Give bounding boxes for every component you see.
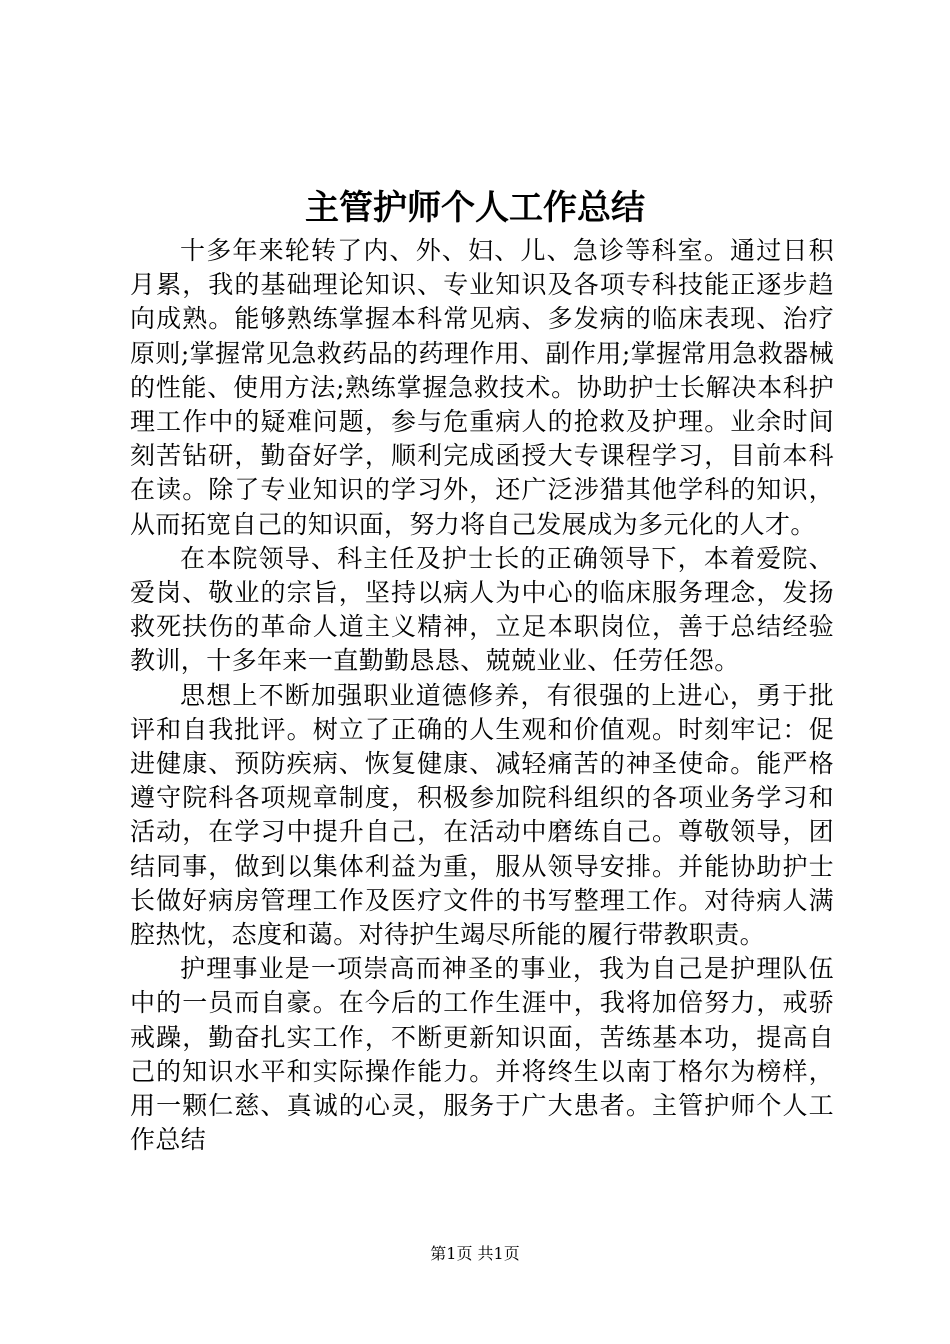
paragraph-2: 在本院领导、科主任及护士长的正确领导下，本着爱院、爱岗、敬业的宗旨，坚持以病人为中心的临床服务理念，发扬救死扶伤的革命人道主义精神，立足本职岗位，善于总结经验教训，十多年来一直勤勤恳恳、兢兢业业、任劳任怨。 bbox=[130, 543, 834, 676]
paragraph-1: 十多年来轮转了内、外、妇、儿、急诊等科室。通过日积月累，我的基础理论知识、专业知识及各项专科技能正逐步趋向成熟。能够熟练掌握本科常见病、多发病的临床表现、治疗原则;掌握常见急救药品的药理作用、副作用;掌握常用急救器械的性能、使用方法;熟练掌握急救技术。协助护士长解决本科护理工作中的疑难问题，参与危重病人的抢救及护理。业余时间刻苦钻研，勤奋好学，顺利完成函授大专课程学习，目前本科在读。除了专业知识的学习外，还广泛涉猎其他学科的知识，从而拓宽自己的知识面，努力将自己发展成为多元化的人才。 bbox=[130, 236, 834, 539]
document-body bbox=[130, 234, 834, 1157]
page-footer: 第1页 共1页 bbox=[430, 1244, 520, 1263]
document-title: 主管护师个人工作总结 bbox=[305, 188, 645, 228]
paragraph-4: 护理事业是一项崇高而神圣的事业，我为自己是护理队伍中的一员而自豪。在今后的工作生涯中，我将加倍努力，戒骄戒躁，勤奋扎实工作，不断更新知识面，苦练基本功，提高自己的知识水平和实际操作能力。并将终生以南丁格尔为榜样，用一颗仁慈、真诚的心灵，服务于广大患者。主管护师个人工作总结 bbox=[130, 954, 834, 1155]
paragraph-3: 思想上不断加强职业道德修养，有很强的上进心，勇于批评和自我批评。树立了正确的人生观和价值观。时刻牢记：促进健康、预防疾病、恢复健康、减轻痛苦的神圣使命。能严格遵守院科各项规章制度，积极参加院科组织的各项业务学习和活动，在学习中提升自己，在活动中磨练自己。尊敬领导，团结同事，做到以集体利益为重，服从领导安排。并能协助护士长做好病房管理工作及医疗文件的书写整理工作。对待病人满腔热忱，态度和蔼。对待护生竭尽所能的履行带教职责。 bbox=[130, 680, 834, 950]
